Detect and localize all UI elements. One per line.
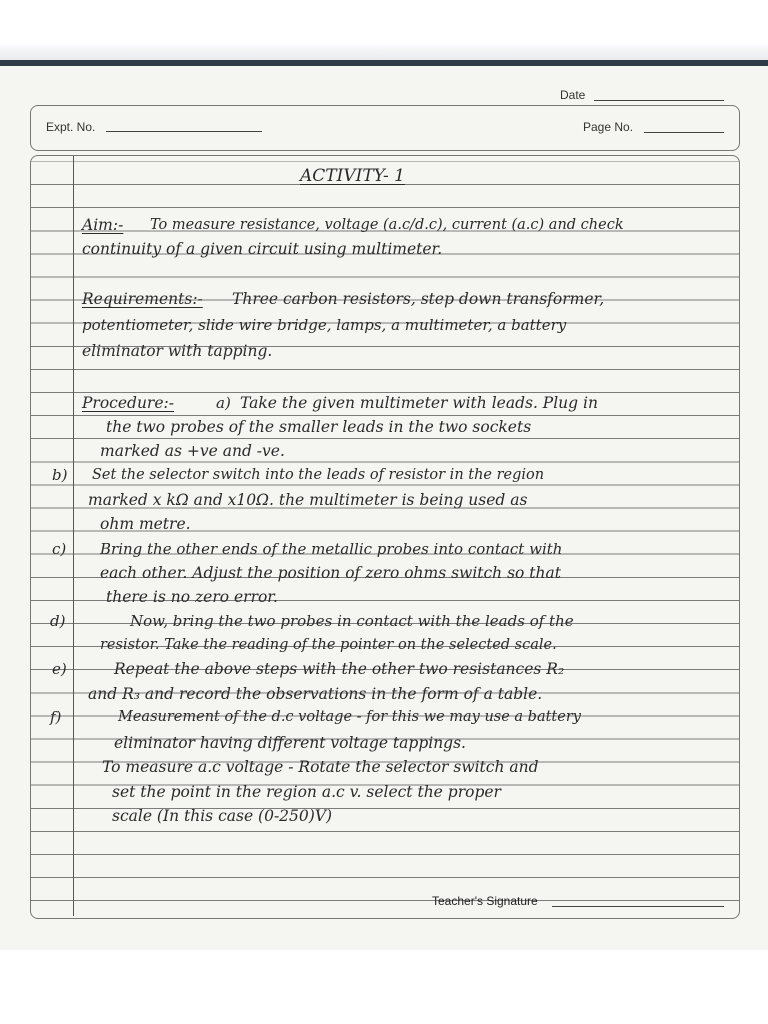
procedure-heading: Procedure:- <box>82 394 174 412</box>
step-a-line-3: marked as +ve and -ve. <box>100 442 285 460</box>
margin-rule <box>73 156 74 916</box>
requirements-line-2: potentiometer, slide wire bridge, lamps, a multimeter, a battery <box>82 316 567 334</box>
step-e-line-1: Repeat the above steps with the other two resistances R₂ <box>114 660 565 678</box>
step-f-line-2: eliminator having different voltage tappings. <box>114 734 466 752</box>
requirements-line-3: eliminator with tapping. <box>82 342 273 360</box>
requirements-line-1: Three carbon resistors, step down transformer, <box>232 290 605 308</box>
step-d-line-1: Now, bring the two probes in contact with the leads of the <box>130 612 574 630</box>
step-a-marker: a) <box>216 394 231 412</box>
date-label: Date <box>560 88 586 102</box>
step-c-line-3: there is no zero error. <box>106 588 278 606</box>
expt-no-label: Expt. No. <box>46 120 96 134</box>
step-a-line-2: the two probes of the smaller leads in the two sockets <box>106 418 532 436</box>
step-f-line-4: set the point in the region a.c v. select the proper <box>112 783 501 801</box>
page-no-label: Page No. <box>583 120 634 134</box>
step-b-line-2: marked x kΩ and x10Ω. the multimeter is being used as <box>88 491 528 509</box>
aim-line-2: continuity of a given circuit using multimeter. <box>82 240 443 258</box>
step-b-line-1: Set the selector switch into the leads of resistor in the region <box>92 467 545 483</box>
step-c-line-2: each other. Adjust the position of zero ohms switch so that <box>100 564 561 582</box>
activity-title: ACTIVITY- 1 <box>300 166 405 186</box>
step-f-marker: f) <box>50 708 62 726</box>
step-f-line-3: To measure a.c voltage - Rotate the selector switch and <box>102 758 539 776</box>
step-f-line-1: Measurement of the d.c voltage - for this we may use a battery <box>118 709 581 725</box>
step-e-line-2: and R₃ and record the observations in the form of a table. <box>88 685 543 703</box>
step-d-line-2: resistor. Take the reading of the pointer on the selected scale. <box>100 637 557 653</box>
step-c-line-1: Bring the other ends of the metallic probes into contact with <box>100 540 563 558</box>
expt-no-line <box>106 131 262 132</box>
step-a-line-1: Take the given multimeter with leads. Plug in <box>240 394 598 412</box>
teacher-signature-line <box>552 906 724 907</box>
step-c-marker: c) <box>52 540 67 558</box>
teacher-signature-label: Teacher's Signature <box>432 894 538 908</box>
step-b-line-3: ohm metre. <box>100 515 191 533</box>
step-f-line-5: scale (In this case (0-250)V) <box>112 807 333 825</box>
top-background <box>0 0 768 60</box>
step-b-marker: b) <box>52 466 68 484</box>
step-d-marker: d) <box>50 612 66 630</box>
step-e-marker: e) <box>52 660 67 678</box>
page-no-line <box>644 132 724 133</box>
date-line <box>594 100 724 101</box>
requirements-heading: Requirements:- <box>82 290 203 308</box>
aim-heading: Aim:- <box>82 216 124 234</box>
aim-line-1: To measure resistance, voltage (a.c/d.c), current (a.c) and check <box>150 217 624 233</box>
bottom-background <box>0 950 768 1024</box>
header-box <box>30 105 740 151</box>
